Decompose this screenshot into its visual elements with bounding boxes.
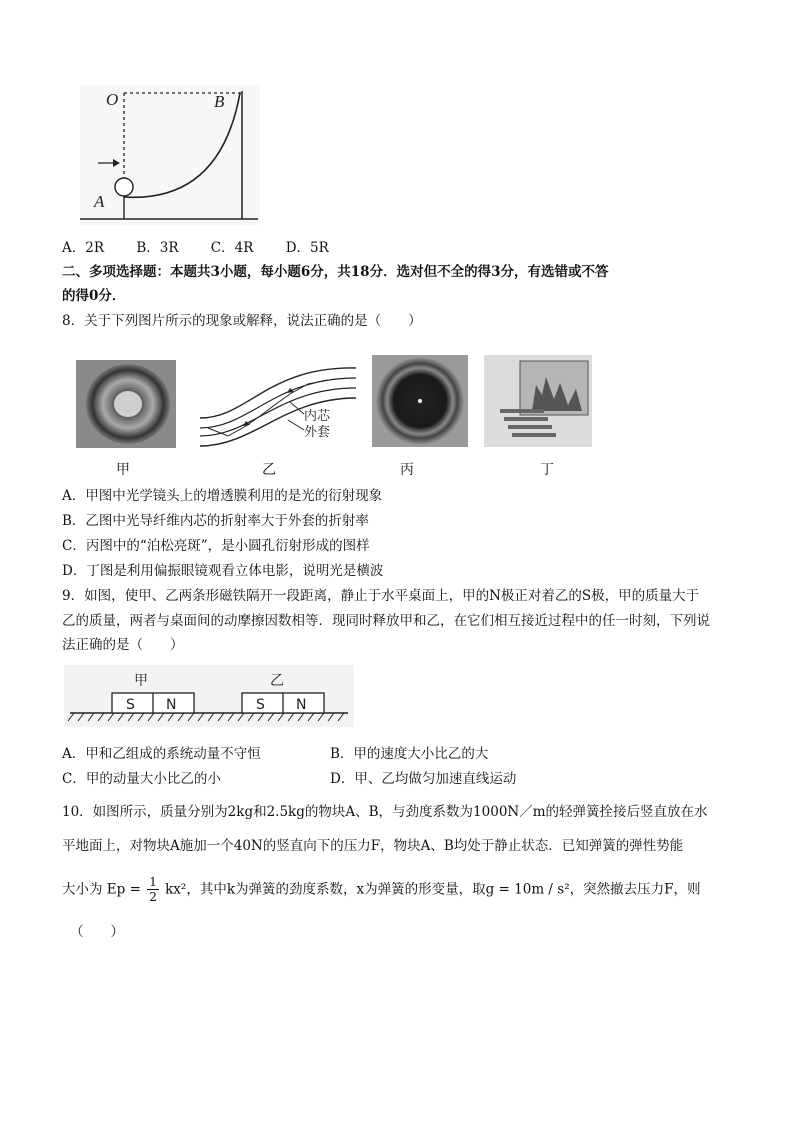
q9-label-yi: 乙 xyxy=(270,673,284,689)
q8-fiber-cladding-label: 外套 xyxy=(304,425,331,440)
section2-heading-line1: 二、多项选择题：本题共3小题，每小题6分，共18分．选对但不全的得3分，有选错或不答 xyxy=(62,264,609,280)
q10-fraction-numerator: 1 xyxy=(149,875,157,889)
q7-label-o: O xyxy=(106,90,119,109)
q9-option-a: A．甲和乙组成的系统动量不守恒 xyxy=(62,746,261,762)
q7-label-a: A xyxy=(94,192,105,211)
q10-line1: 10．如图所示，质量分别为2kg和2.5kg的物块A、B，与劲度系数为1000N／m的轻弹簧拴接后竖直放在水 xyxy=(62,804,708,820)
q8-option-c: C．丙图中的“泊松亮斑”，是小圆孔衍射形成的图样 xyxy=(62,538,370,554)
q8-caption-jia: 甲 xyxy=(116,462,130,478)
q9-label-jia: 甲 xyxy=(134,673,148,689)
q8-caption-yi: 乙 xyxy=(262,462,276,478)
q9-stem-line3: 法正确的是（ ） xyxy=(62,637,184,653)
q10-formula-rest: kx²，其中k为弹簧的劲度系数，x为弹簧的形变量，取g = 10m / s²，突然撤去压力F，则 xyxy=(165,881,701,898)
q9-magnet-yi-s: S xyxy=(256,697,265,713)
q8-option-d: D．丁图是利用偏振眼镜观看立体电影，说明光是横波 xyxy=(62,563,384,579)
q8-image-fiber xyxy=(198,356,358,448)
q8-option-b: B．乙图中光导纤维内芯的折射率大于外套的折射率 xyxy=(62,513,369,529)
q9-stem-line2: 乙的质量，两者与桌面间的动摩擦因数相等．现同时释放甲和乙，在它们相互接近过程中的任一时刻，下列说 xyxy=(62,613,710,629)
q8-caption-ding: 丁 xyxy=(540,462,554,478)
q9-option-d: D．甲、乙均做匀加速直线运动 xyxy=(330,771,517,787)
q7-track-figure xyxy=(80,85,260,225)
q8-stem: 8．关于下列图片所示的现象或解释，说法正确的是（ ） xyxy=(62,313,422,329)
q10-line2: 平地面上，对物块A施加一个40N的竖直向下的压力F，物块A、B均处于静止状态．已知弹簧的弹性势能 xyxy=(62,838,684,854)
q7-label-b: B xyxy=(214,92,225,111)
q8-image-poisson-spot xyxy=(372,355,468,447)
q10-answer-bracket: （ ） xyxy=(70,924,124,940)
q9-magnets-figure xyxy=(64,665,354,727)
q9-magnet-jia-n: N xyxy=(166,697,177,713)
q10-line3 xyxy=(62,875,700,915)
q9-stem-line1: 9．如图，使甲、乙两条形磁铁隔开一段距离，静止于水平桌面上，甲的N极正对着乙的S极，甲的质量大于 xyxy=(62,588,700,604)
q9-magnet-yi-n: N xyxy=(296,697,307,713)
section2-heading-line2: 的得0分． xyxy=(62,288,126,304)
q8-caption-bing: 丙 xyxy=(400,462,414,478)
q7-option-b: B．3R xyxy=(136,240,179,256)
q7-option-d: D．5R xyxy=(285,240,329,256)
q8-image-3d-movie xyxy=(484,355,592,447)
q10-formula-prefix: 大小为 Ep = xyxy=(62,881,146,898)
q9-option-c: C．甲的动量大小比乙的小 xyxy=(62,771,221,787)
q7-option-c: C．4R xyxy=(210,240,254,256)
q7-option-a: A．2R xyxy=(62,240,105,256)
q8-image-lens xyxy=(76,360,176,448)
q7-options xyxy=(62,236,357,256)
q9-option-b: B．甲的速度大小比乙的大 xyxy=(330,746,489,762)
q8-option-a: A．甲图中光学镜头上的增透膜利用的是光的衍射现象 xyxy=(62,488,383,504)
q8-fiber-core-label: 内芯 xyxy=(304,409,331,424)
q9-magnet-jia-s: S xyxy=(126,697,135,713)
q10-fraction-denominator: 2 xyxy=(149,890,157,904)
q10-formula-fraction xyxy=(147,875,159,904)
